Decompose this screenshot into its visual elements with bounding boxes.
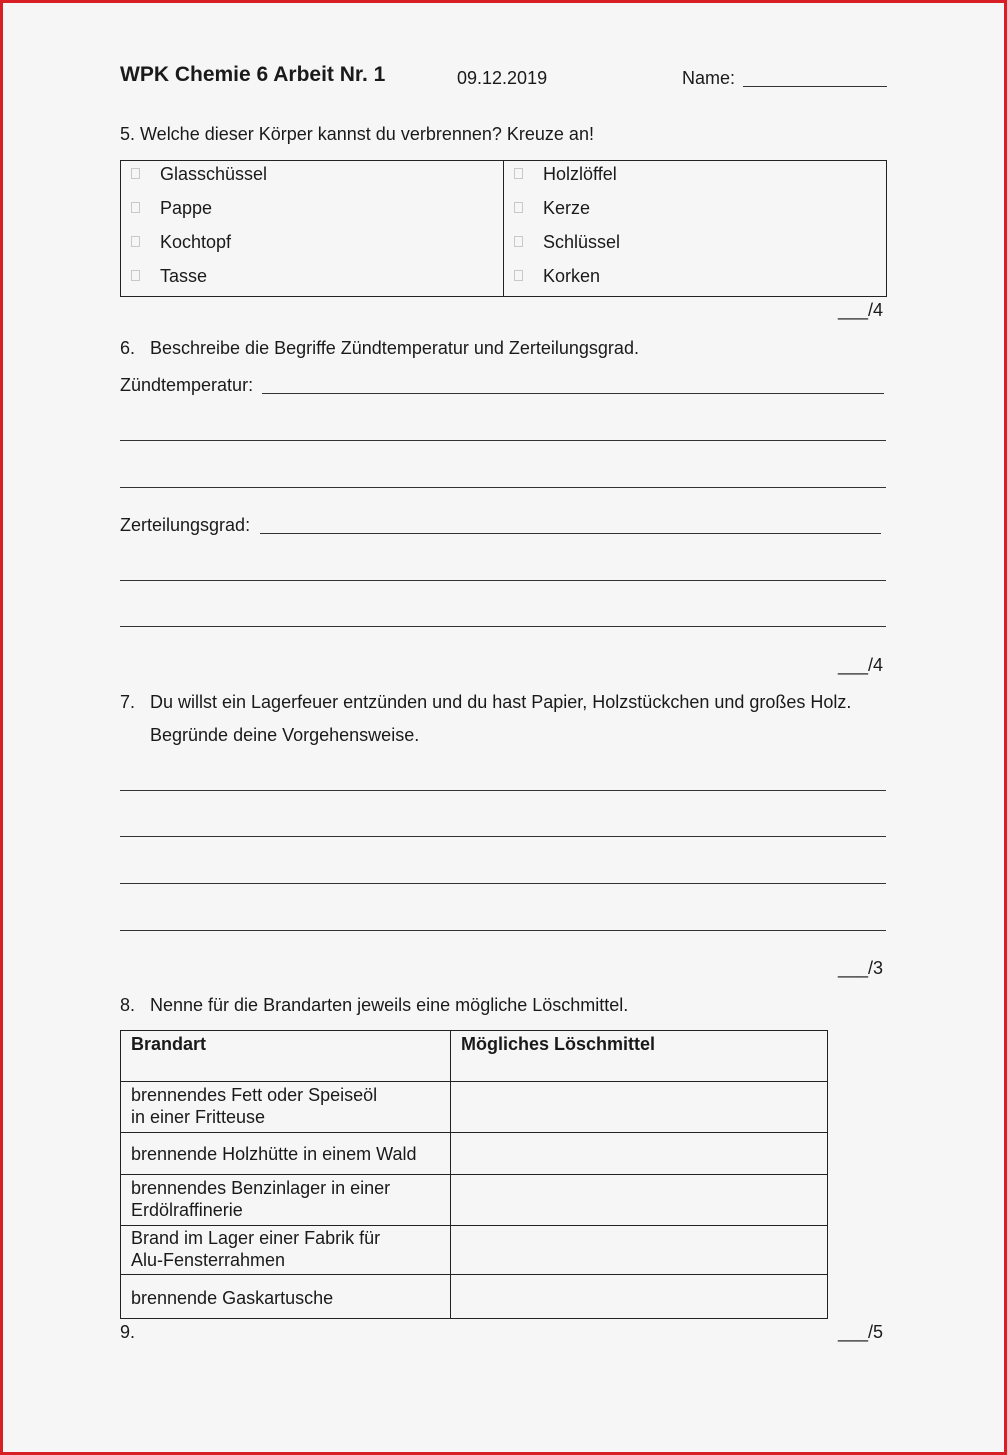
q8-question: Nenne für die Brandarten jeweils eine mögliche Löschmittel.: [150, 995, 629, 1015]
table-row-brandart: [131, 1084, 377, 1128]
cell-text: in einer Fritteuse: [131, 1107, 266, 1127]
q8-number: 8.: [120, 995, 136, 1015]
table-row-brandart: [131, 1177, 390, 1221]
option-label: Pappe: [160, 198, 213, 218]
q9-number: 9.: [120, 1322, 136, 1342]
table-row-brandart: [131, 1143, 417, 1165]
answer-cell[interactable]: [451, 1275, 827, 1318]
cell-text: brennendes Benzinlager in einer: [131, 1178, 391, 1198]
q5-table-divider: [503, 160, 504, 297]
option-label: Kerze: [543, 198, 591, 218]
q6-score: ___/4: [838, 655, 884, 675]
cell-text: brennendes Fett oder Speiseöl: [131, 1085, 378, 1105]
option-label: Holzlöffel: [543, 164, 617, 184]
q7-score: ___/3: [838, 958, 884, 978]
name-field-line[interactable]: [743, 86, 887, 87]
answer-cell[interactable]: [451, 1082, 827, 1132]
answer-line[interactable]: [120, 580, 886, 581]
table-header-loeschmittel: Mögliches Löschmittel: [461, 1034, 656, 1054]
answer-line[interactable]: [120, 626, 886, 627]
answer-line[interactable]: [120, 930, 886, 931]
q5-score: ___/4: [838, 300, 884, 320]
option-label: Kochtopf: [160, 232, 232, 252]
checkbox-kochtopf[interactable]: [131, 236, 140, 247]
option-label: Korken: [543, 266, 601, 286]
q6-number: 6.: [120, 338, 136, 358]
checkbox-pappe[interactable]: [131, 202, 140, 213]
q5-question: 5. Welche dieser Körper kannst du verbrennen? Kreuze an!: [120, 124, 594, 144]
answer-line[interactable]: [120, 487, 886, 488]
answer-cell[interactable]: [451, 1226, 827, 1274]
checkbox-holzloeffel[interactable]: [514, 168, 523, 179]
zerteilungsgrad-label: Zerteilungsgrad:: [120, 515, 251, 535]
answer-cell[interactable]: [451, 1175, 827, 1225]
checkbox-schluessel[interactable]: [514, 236, 523, 247]
option-label: Schlüssel: [543, 232, 621, 252]
answer-line[interactable]: [262, 393, 884, 394]
checkbox-kerze[interactable]: [514, 202, 523, 213]
cell-text: brennende Gaskartusche: [131, 1288, 334, 1308]
cell-text: brennende Holzhütte in einem Wald: [131, 1144, 417, 1164]
q7-number: 7.: [120, 692, 136, 712]
worksheet-date: 09.12.2019: [457, 68, 548, 88]
q7-question-line2: Begründe deine Vorgehensweise.: [150, 725, 420, 745]
q8-score: ___/5: [838, 1322, 884, 1342]
table-row-brandart: [131, 1227, 380, 1271]
option-label: Tasse: [160, 266, 208, 286]
option-label: Glasschüssel: [160, 164, 268, 184]
q7-question-line1: Du willst ein Lagerfeuer entzünden und du hast Papier, Holzstückchen und großes Holz.: [150, 692, 852, 712]
answer-line[interactable]: [120, 790, 886, 791]
checkbox-glasschuessel[interactable]: [131, 168, 140, 179]
answer-line[interactable]: [120, 883, 886, 884]
table-header-brandart: Brandart: [131, 1034, 207, 1054]
q6-question: Beschreibe die Begriffe Zündtemperatur und Zerteilungsgrad.: [150, 338, 639, 358]
answer-line[interactable]: [120, 440, 886, 441]
answer-line[interactable]: [260, 533, 881, 534]
answer-cell[interactable]: [451, 1133, 827, 1174]
table-row-brandart: [131, 1287, 333, 1309]
cell-text: Erdölraffinerie: [131, 1200, 243, 1220]
answer-line[interactable]: [120, 836, 886, 837]
name-label: Name:: [682, 68, 736, 88]
checkbox-tasse[interactable]: [131, 270, 140, 281]
zuendtemperatur-label: Zündtemperatur:: [120, 375, 254, 395]
cell-text: Brand im Lager einer Fabrik für: [131, 1228, 381, 1248]
checkbox-korken[interactable]: [514, 270, 523, 281]
worksheet-title: WPK Chemie 6 Arbeit Nr. 1: [120, 63, 386, 86]
cell-text: Alu-Fensterrahmen: [131, 1250, 286, 1270]
